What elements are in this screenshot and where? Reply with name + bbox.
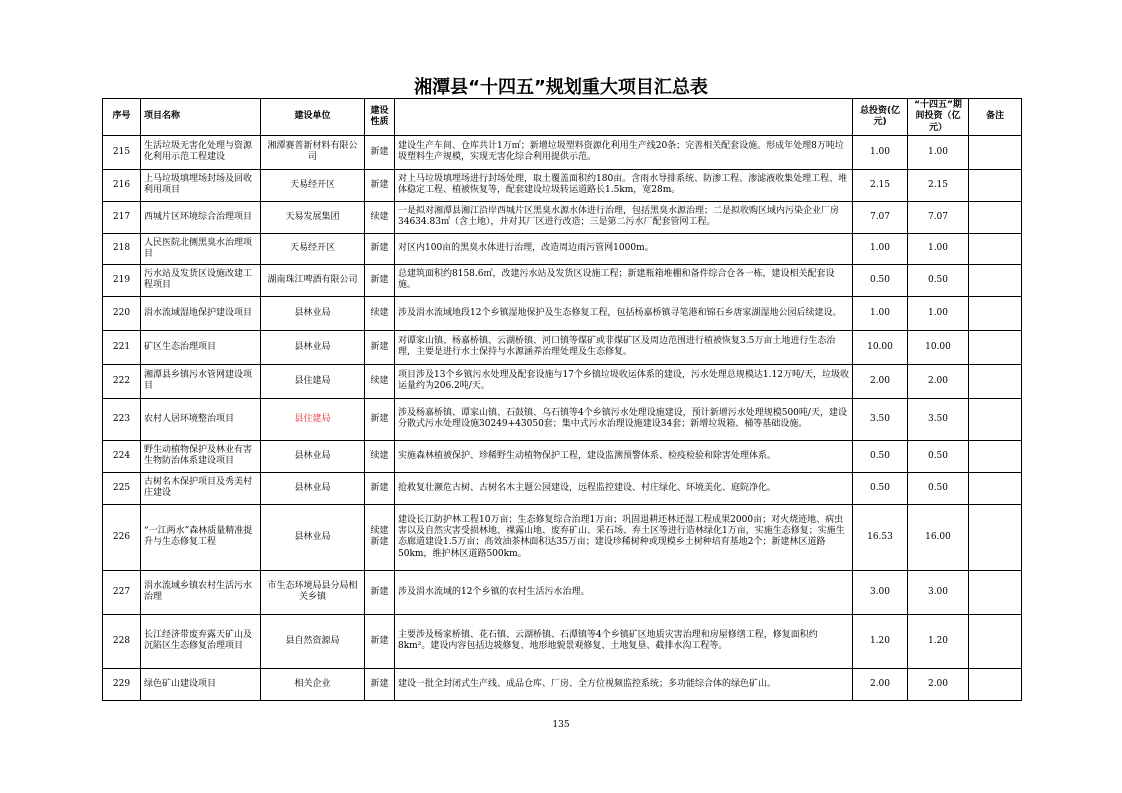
cell-content: 实施森林植被保护、珍稀野生动植物保护工程，建设监测预警体系、检疫检验和除害处理体系。 xyxy=(395,440,853,472)
cell-invest-145: 0.50 xyxy=(908,264,969,296)
header-name: 项目名称 xyxy=(141,99,261,136)
table-header-row xyxy=(103,99,1022,136)
table-row xyxy=(103,472,1022,504)
cell-no: 218 xyxy=(103,233,141,264)
cell-invest-145: 1.00 xyxy=(908,135,969,169)
page-title: 湘潭县“十四五”规划重大项目汇总表 xyxy=(414,77,708,98)
cell-name: 野生动植物保护及林业有害生物防治体系建设项目 xyxy=(141,440,261,472)
cell-unit: 县林业局 xyxy=(261,504,365,570)
cell-name: 湘潭县乡镇污水管网建设项目 xyxy=(141,364,261,398)
cell-name: 人民医院北侧黑臭水治理项目 xyxy=(141,233,261,264)
cell-unit: 湖南珠江啤酒有限公司 xyxy=(261,264,365,296)
header-invest-145: “十四五”期间投资（亿元） xyxy=(908,99,969,136)
cell-no: 229 xyxy=(103,668,141,700)
cell-no: 217 xyxy=(103,201,141,233)
cell-name: 涓水流域乡镇农村生活污水治理 xyxy=(141,570,261,614)
cell-unit: 县住建局 xyxy=(261,364,365,398)
cell-invest: 2.00 xyxy=(853,364,908,398)
cell-invest: 1.20 xyxy=(853,614,908,668)
cell-name: 古树名木保护项目及秀美村庄建设 xyxy=(141,472,261,504)
cell-nature: 新建 xyxy=(365,472,395,504)
cell-no: 221 xyxy=(103,330,141,364)
table-row xyxy=(103,570,1022,614)
cell-unit: 县林业局 xyxy=(261,296,365,330)
cell-invest-145: 1.00 xyxy=(908,233,969,264)
cell-note xyxy=(969,330,1022,364)
cell-content: 项目涉及13个乡镇污水处理及配套设施与17个乡镇垃圾收运体系的建设，污水处理总规模达1.12万吨/天，垃圾收运量约为206.2吨/天。 xyxy=(395,364,853,398)
cell-content: 建设长江防护林工程10万亩；生态修复综合治理1万亩；巩固退耕还林还湿工程成果2000亩；对火烧迹地、病虫害以及自然灾害受损林地、裸露山地、废弃矿山、采石场、弃土区等进行造林绿化1万亩，实施生态修复；实施生态廊道建设1.5万亩；高效油茶林面积达35万亩；建设珍稀树种或现模乡土树种培育基地2个；新建林区道路50km，维护林区道路500km。 xyxy=(395,504,853,570)
cell-content: 建设一批全封闭式生产线、成品仓库、厂房、全方位视频监控系统；多功能综合体的绿色矿山。 xyxy=(395,668,853,700)
header-no: 序号 xyxy=(103,99,141,136)
cell-content: 对谭家山镇、杨嘉桥镇、云湖桥镇、河口镇等煤矿或非煤矿区及周边范围进行植被恢复3.5万亩土地进行生态治理，主要是进行水土保持与水源涵养治理处理及生态修复。 xyxy=(395,330,853,364)
cell-nature: 新建 xyxy=(365,169,395,201)
table-row xyxy=(103,296,1022,330)
cell-note xyxy=(969,472,1022,504)
cell-unit: 湘潭赛普新材料有限公司 xyxy=(261,135,365,169)
cell-nature: 新建 xyxy=(365,330,395,364)
cell-nature: 续建新建 xyxy=(365,504,395,570)
cell-unit: 天易发展集团 xyxy=(261,201,365,233)
cell-nature: 续建 xyxy=(365,201,395,233)
cell-note xyxy=(969,233,1022,264)
table-row xyxy=(103,364,1022,398)
table-row xyxy=(103,614,1022,668)
cell-nature: 续建 xyxy=(365,296,395,330)
cell-invest-145: 2.00 xyxy=(908,364,969,398)
cell-invest: 1.00 xyxy=(853,233,908,264)
cell-content: 涉及杨嘉桥镇、谭家山镇、石鼓镇、乌石镇等4个乡镇污水处理设施建设，预计新增污水处理规模500吨/天，建设分散式污水处理设施30249+43050套；集中式污水治理设施建设34套；新增垃圾箱、桶等基础设施。 xyxy=(395,398,853,440)
cell-invest-145: 16.00 xyxy=(908,504,969,570)
cell-unit: 县林业局 xyxy=(261,330,365,364)
header-note: 备注 xyxy=(969,99,1022,136)
cell-note xyxy=(969,169,1022,201)
cell-content: 一是拟对湘潭县湘江沿岸西城片区黑臭水源水体进行治理，包括黑臭水源治理；二是拟收购区域内污染企业厂房34634.83㎡（含土地），并对其厂区进行改造；三是第二污水厂配套管网工程。 xyxy=(395,201,853,233)
cell-content: 涉及涓水流域地段12个乡镇湿地保护及生态修复工程，包括杨嘉桥镇寻笔港和锦石乡唐家湖湿地公园后续建设。 xyxy=(395,296,853,330)
table-row xyxy=(103,233,1022,264)
project-table xyxy=(102,98,1022,701)
cell-invest-145: 7.07 xyxy=(908,201,969,233)
cell-invest: 3.00 xyxy=(853,570,908,614)
cell-invest: 1.00 xyxy=(853,135,908,169)
cell-name: 生活垃圾无害化处理与资源化利用示范工程建设 xyxy=(141,135,261,169)
cell-note xyxy=(969,614,1022,668)
table-row xyxy=(103,135,1022,169)
cell-invest: 10.00 xyxy=(853,330,908,364)
header-nature: 建设性质 xyxy=(365,99,395,136)
cell-note xyxy=(969,296,1022,330)
cell-invest-145: 2.00 xyxy=(908,668,969,700)
cell-nature: 新建 xyxy=(365,570,395,614)
cell-invest-145: 10.00 xyxy=(908,330,969,364)
cell-unit: 县自然资源局 xyxy=(261,614,365,668)
cell-name: 绿色矿山建设项目 xyxy=(141,668,261,700)
cell-no: 219 xyxy=(103,264,141,296)
table-row xyxy=(103,398,1022,440)
cell-unit: 县林业局 xyxy=(261,472,365,504)
cell-no: 223 xyxy=(103,398,141,440)
header-invest: 总投资(亿元) xyxy=(853,99,908,136)
cell-note xyxy=(969,201,1022,233)
cell-invest: 7.07 xyxy=(853,201,908,233)
cell-note xyxy=(969,135,1022,169)
cell-invest-145: 3.50 xyxy=(908,398,969,440)
cell-no: 228 xyxy=(103,614,141,668)
cell-note xyxy=(969,570,1022,614)
cell-invest: 0.50 xyxy=(853,264,908,296)
cell-invest: 0.50 xyxy=(853,440,908,472)
cell-name: 西城片区环境综合治理项目 xyxy=(141,201,261,233)
cell-nature: 新建 xyxy=(365,264,395,296)
cell-name: 上马垃圾填埋场封场及回收利用项目 xyxy=(141,169,261,201)
cell-no: 226 xyxy=(103,504,141,570)
cell-note xyxy=(969,440,1022,472)
table-row xyxy=(103,668,1022,700)
cell-invest: 3.50 xyxy=(853,398,908,440)
cell-invest: 0.50 xyxy=(853,472,908,504)
cell-nature: 续建 xyxy=(365,364,395,398)
header-content xyxy=(395,99,853,136)
cell-unit: 县住建局 xyxy=(261,398,365,440)
cell-unit: 相关企业 xyxy=(261,668,365,700)
cell-nature: 新建 xyxy=(365,135,395,169)
page-number: 135 xyxy=(552,720,570,730)
cell-content: 建设生产车间、仓库共计1万㎡；新增垃圾塑料资源化利用生产线20条；完善相关配套设施。形成年处理8万吨垃圾塑料生产规模，实现无害化综合利用提供示范。 xyxy=(395,135,853,169)
cell-no: 216 xyxy=(103,169,141,201)
cell-no: 225 xyxy=(103,472,141,504)
cell-content: 对上马垃圾填埋场进行封场处理，取土覆盖面积约180亩。含雨水导排系统、防渗工程、渗滤液收集处理工程、堆体稳定工程、植被恢复等，配套建设垃圾转运道路长1.5km，宽28m。 xyxy=(395,169,853,201)
table-row xyxy=(103,440,1022,472)
cell-nature: 新建 xyxy=(365,233,395,264)
cell-no: 222 xyxy=(103,364,141,398)
table-row xyxy=(103,201,1022,233)
cell-invest: 2.00 xyxy=(853,668,908,700)
cell-invest-145: 0.50 xyxy=(908,440,969,472)
cell-invest-145: 1.20 xyxy=(908,614,969,668)
cell-note xyxy=(969,364,1022,398)
cell-invest: 2.15 xyxy=(853,169,908,201)
cell-name: 涓水流域湿地保护建设项目 xyxy=(141,296,261,330)
cell-unit: 天易经开区 xyxy=(261,169,365,201)
cell-content: 抢救复壮濒危古树、古树名木主题公园建设，远程监控建设、村庄绿化、环境美化、庭院净化。 xyxy=(395,472,853,504)
cell-note xyxy=(969,264,1022,296)
cell-note xyxy=(969,668,1022,700)
cell-unit: 市生态环境局县分局相关乡镇 xyxy=(261,570,365,614)
cell-invest-145: 0.50 xyxy=(908,472,969,504)
cell-name: 矿区生态治理项目 xyxy=(141,330,261,364)
cell-invest: 1.00 xyxy=(853,296,908,330)
cell-nature: 续建 xyxy=(365,440,395,472)
header-unit: 建设单位 xyxy=(261,99,365,136)
cell-name: 长江经济带废弃露天矿山及沉陷区生态修复治理项目 xyxy=(141,614,261,668)
cell-nature: 新建 xyxy=(365,668,395,700)
cell-no: 224 xyxy=(103,440,141,472)
cell-note xyxy=(969,398,1022,440)
cell-invest-145: 2.15 xyxy=(908,169,969,201)
cell-content: 涉及涓水流域的12个乡镇的农村生活污水治理。 xyxy=(395,570,853,614)
table-row xyxy=(103,504,1022,570)
table-row xyxy=(103,330,1022,364)
cell-no: 220 xyxy=(103,296,141,330)
cell-no: 215 xyxy=(103,135,141,169)
cell-invest-145: 3.00 xyxy=(908,570,969,614)
cell-content: 对区内100亩的黑臭水体进行治理，改造周边雨污管网1000m。 xyxy=(395,233,853,264)
cell-name: “一江两水”森林质量精准提升与生态修复工程 xyxy=(141,504,261,570)
cell-invest: 16.53 xyxy=(853,504,908,570)
cell-name: 农村人居环境整治项目 xyxy=(141,398,261,440)
cell-nature: 新建 xyxy=(365,614,395,668)
table-row xyxy=(103,264,1022,296)
cell-content: 总建筑面积约8158.6㎡，改建污水站及发货区设施工程；新建瓶箱堆棚和备件综合仓各一栋，建设相关配套设施。 xyxy=(395,264,853,296)
cell-invest-145: 1.00 xyxy=(908,296,969,330)
cell-unit: 天易经开区 xyxy=(261,233,365,264)
cell-unit: 县林业局 xyxy=(261,440,365,472)
cell-name: 污水站及发货区设施改建工程项目 xyxy=(141,264,261,296)
cell-content: 主要涉及杨家桥镇、花石镇、云湖桥镇、石潭镇等4个乡镇矿区地质灾害治理和房屋修缮工程，修复面积约8km²。建设内容包括边坡修复、地形地貌景观修复、土地复垦、截排水沟工程等。 xyxy=(395,614,853,668)
cell-no: 227 xyxy=(103,570,141,614)
cell-note xyxy=(969,504,1022,570)
table-row xyxy=(103,169,1022,201)
cell-nature: 新建 xyxy=(365,398,395,440)
